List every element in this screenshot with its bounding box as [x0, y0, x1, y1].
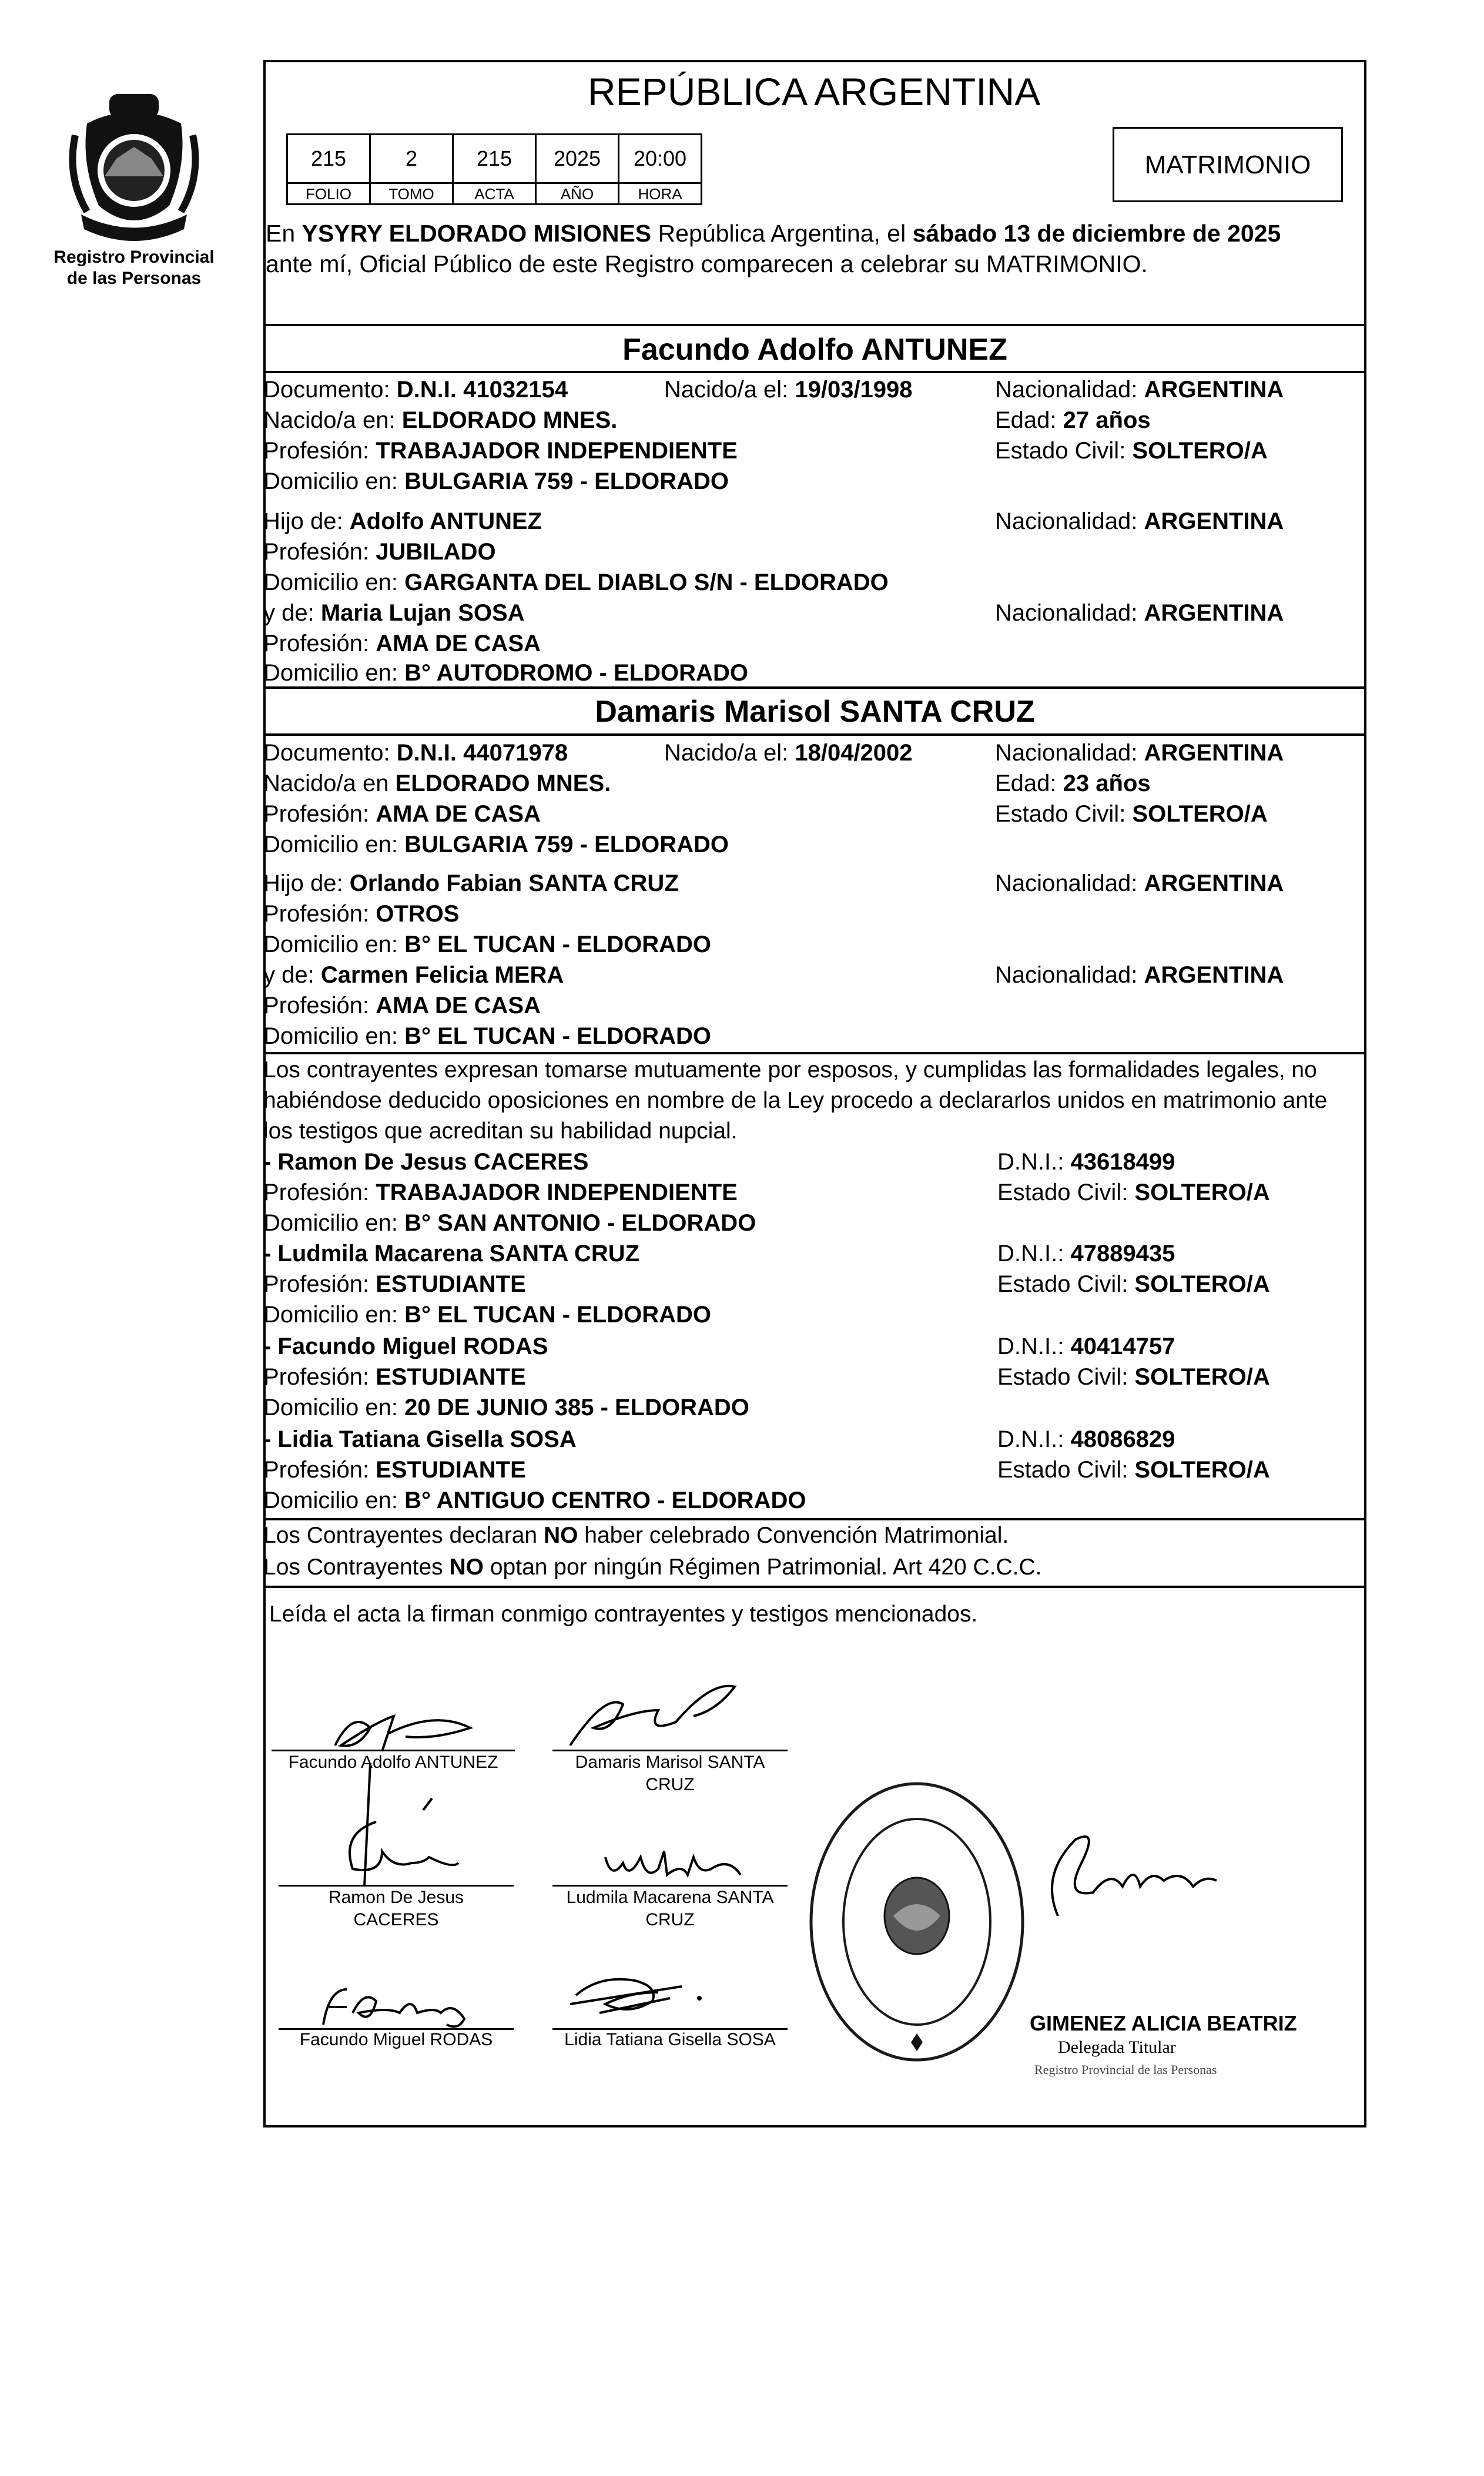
groom-profession: Profesión: TRABAJADOR INDEPENDIENTE — [263, 438, 738, 464]
bride-profession: Profesión: AMA DE CASA — [263, 801, 541, 827]
witness-profession: Profesión: ESTUDIANTE — [263, 1457, 526, 1483]
bride-birthdate: Nacido/a el: 18/04/2002 — [664, 740, 913, 766]
groom-mother-address: Domicilio en: B° AUTODROMO - ELDORADO — [263, 660, 748, 686]
document-type-box — [1113, 127, 1343, 202]
groom-birthdate: Nacido/a el: 19/03/1998 — [664, 377, 913, 403]
bride-name: Damaris Marisol SANTA CRUZ — [595, 695, 1035, 729]
witness-profession: Profesión: ESTUDIANTE — [263, 1271, 526, 1297]
witness-4-signature-icon — [564, 1969, 717, 2022]
bride-civil-status: Estado Civil: SOLTERO/A — [995, 801, 1268, 827]
groom-father: Hijo de: Adolfo ANTUNEZ — [263, 508, 542, 534]
divider — [263, 371, 1366, 373]
divider — [263, 733, 1366, 736]
witness-civil-status: Estado Civil: SOLTERO/A — [997, 1180, 1270, 1205]
bride-mother-profession: Profesión: AMA DE CASA — [263, 993, 541, 1018]
witness-4-signature-caption: Lidia Tatiana Gisella SOSA — [564, 2030, 776, 2049]
officer-name: GIMENEZ ALICIA BEATRIZ — [1030, 2011, 1297, 2035]
groom-birthplace: Nacido/a en: ELDORADO MNES. — [263, 407, 618, 433]
groom-father-address: Domicilio en: GARGANTA DEL DIABLO S/N - ELDORADO — [263, 569, 889, 595]
witness-dni: D.N.I.: 40414757 — [997, 1334, 1175, 1359]
witness-dni: D.N.I.: 48086829 — [997, 1426, 1175, 1452]
witness-address: Domicilio en: 20 DE JUNIO 385 - ELDORADO — [263, 1395, 749, 1420]
groom-address: Domicilio en: BULGARIA 759 - ELDORADO — [263, 468, 729, 494]
intro-line-2: ante mí, Oficial Público de este Registro comparecen a celebrar su MATRIMONIO. — [266, 250, 1148, 277]
patrimonial-regime-statement: Los Contrayentes NO optan por ningún Régimen Patrimonial. Art 420 C.C.C. — [263, 1554, 1042, 1580]
witness-name: - Ludmila Macarena SANTA CRUZ — [263, 1241, 640, 1267]
bride-birthplace: Nacido/a en ELDORADO MNES. — [263, 770, 611, 796]
witness-name: - Facundo Miguel RODAS — [263, 1334, 548, 1359]
declaration-line-1: Los contrayentes expresan tomarse mutuamente por esposos, y cumplidas las formalidades legales, no — [263, 1057, 1317, 1083]
bride-nationality: Nacionalidad: ARGENTINA — [995, 740, 1284, 766]
divider — [263, 1518, 1366, 1520]
groom-mother-profession: Profesión: AMA DE CASA — [263, 631, 541, 656]
intro-line-1: En YSYRY ELDORADO MISIONES República Argentina, el sábado 13 de diciembre de 2025 — [266, 220, 1281, 247]
witness-civil-status: Estado Civil: SOLTERO/A — [997, 1457, 1270, 1483]
divider — [263, 1586, 1366, 1588]
bride-address: Domicilio en: BULGARIA 759 - ELDORADO — [263, 832, 729, 857]
acta-value: 215 — [452, 133, 537, 184]
official-stamp-icon — [805, 1775, 1029, 2069]
groom-age: Edad: 27 años — [995, 407, 1151, 433]
witness-profession: Profesión: TRABAJADOR INDEPENDIENTE — [263, 1180, 738, 1205]
page-title: REPÚBLICA ARGENTINA — [588, 70, 1041, 113]
groom-civil-status: Estado Civil: SOLTERO/A — [995, 438, 1268, 464]
acta-label: ACTA — [452, 184, 537, 205]
bride-document: Documento: D.N.I. 44071978 — [263, 740, 568, 766]
bride-father-nationality: Nacionalidad: ARGENTINA — [995, 870, 1284, 896]
tomo-label: TOMO — [369, 184, 454, 205]
witness-address: Domicilio en: B° SAN ANTONIO - ELDORADO — [263, 1210, 756, 1236]
groom-mother-nationality: Nacionalidad: ARGENTINA — [995, 600, 1284, 626]
groom-father-profession: Profesión: JUBILADO — [263, 539, 496, 565]
tomo-value: 2 — [369, 133, 454, 184]
witness-3-signature-icon — [311, 1978, 488, 2036]
witness-civil-status: Estado Civil: SOLTERO/A — [997, 1364, 1270, 1390]
divider — [263, 324, 1366, 326]
hora-value: 20:00 — [618, 133, 702, 184]
bride-father-address: Domicilio en: B° EL TUCAN - ELDORADO — [263, 932, 711, 957]
witness-name: - Lidia Tatiana Gisella SOSA — [263, 1426, 577, 1452]
witness-dni: D.N.I.: 47889435 — [997, 1241, 1175, 1267]
groom-mother: y de: Maria Lujan SOSA — [263, 600, 525, 626]
convention-statement: Los Contrayentes declaran NO haber celebrado Convención Matrimonial. — [263, 1523, 1009, 1548]
divider — [263, 1052, 1366, 1054]
declaration-line-2: habiéndose deducido oposiciones en nombre de la Ley procedo a declararlos unidos en matrimonio ante — [263, 1088, 1328, 1113]
anio-label: AÑO — [535, 184, 619, 205]
bride-father-profession: Profesión: OTROS — [263, 901, 460, 927]
officer-signature-icon — [1023, 1816, 1234, 1922]
folio-value: 215 — [286, 133, 371, 184]
bride-father: Hijo de: Orlando Fabian SANTA CRUZ — [263, 870, 679, 896]
witness-name: - Ramon De Jesus CACERES — [263, 1149, 589, 1175]
groom-father-nationality: Nacionalidad: ARGENTINA — [995, 508, 1284, 534]
misiones-coat-of-arms-icon — [63, 88, 205, 241]
witness-2-signature-caption: Ludmila Macarena SANTA CRUZ — [566, 1888, 774, 1929]
declaration-line-3: los testigos que acreditan su habilidad nupcial. — [263, 1118, 738, 1144]
witness-address: Domicilio en: B° ANTIGUO CENTRO - ELDORADO — [263, 1487, 806, 1513]
anio-value: 2025 — [535, 133, 619, 184]
document-type: MATRIMONIO — [1144, 150, 1311, 179]
groom-name: Facundo Adolfo ANTUNEZ — [622, 333, 1007, 367]
bride-mother: y de: Carmen Felicia MERA — [263, 962, 564, 988]
groom-nationality: Nacionalidad: ARGENTINA — [995, 377, 1284, 403]
witness-address: Domicilio en: B° EL TUCAN - ELDORADO — [263, 1302, 711, 1328]
bride-mother-address: Domicilio en: B° EL TUCAN - ELDORADO — [263, 1023, 711, 1049]
witness-1-signature-caption: Ramon De Jesus CACERES — [328, 1888, 464, 1929]
bride-signature-icon — [558, 1669, 770, 1751]
groom-document: Documento: D.N.I. 41032154 — [263, 377, 568, 403]
witness-profession: Profesión: ESTUDIANTE — [263, 1364, 526, 1390]
groom-signature-caption: Facundo Adolfo ANTUNEZ — [288, 1753, 498, 1772]
witness-2-signature-icon — [599, 1840, 752, 1887]
folio-label: FOLIO — [286, 184, 371, 205]
witness-dni: D.N.I.: 43618499 — [997, 1149, 1175, 1175]
officer-title: Delegada Titular — [1058, 2038, 1176, 2057]
closing-statement: Leída el acta la firman conmigo contrayentes y testigos mencionados. — [269, 1601, 978, 1627]
bride-mother-nationality: Nacionalidad: ARGENTINA — [995, 962, 1284, 988]
officer-organization: Registro Provincial de las Personas — [1034, 2062, 1217, 2077]
witness-3-signature-caption: Facundo Miguel RODAS — [299, 2030, 493, 2049]
bride-age: Edad: 23 años — [995, 770, 1151, 796]
witness-civil-status: Estado Civil: SOLTERO/A — [997, 1271, 1270, 1297]
witness-1-signature-icon — [306, 1751, 482, 1892]
hora-label: HORA — [618, 184, 702, 205]
registry-label: Registro Provincial de las Personas — [53, 247, 215, 288]
bride-signature-caption: Damaris Marisol SANTA CRUZ — [575, 1753, 765, 1794]
